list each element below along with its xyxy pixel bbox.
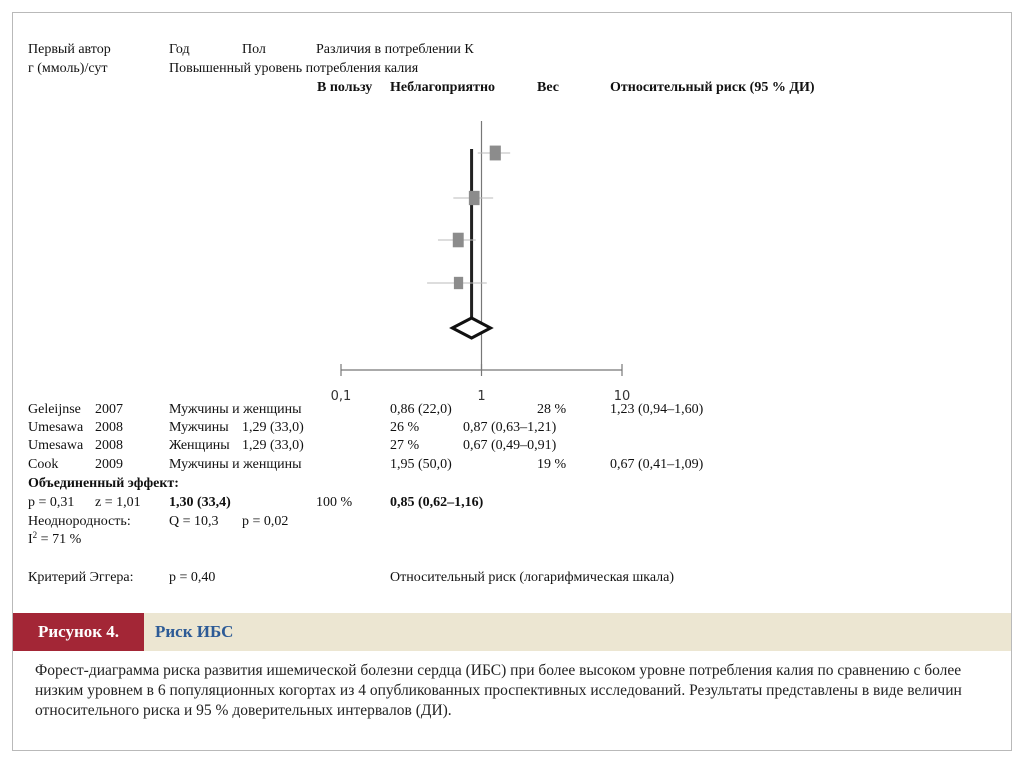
- header-sex: Пол: [242, 42, 266, 57]
- row4-sex: Мужчины и женщины: [169, 457, 302, 472]
- header-favors: В пользу: [317, 80, 373, 95]
- x-tick-label: 10: [613, 389, 631, 404]
- row3-year: 2008: [95, 438, 123, 453]
- heterogeneity-p: p = 0,02: [242, 514, 289, 529]
- figure-label: Рисунок 4.: [13, 613, 144, 651]
- row4-author: Cook: [28, 457, 59, 472]
- row4-diff: 1,95 (50,0): [390, 457, 452, 472]
- summary-rr: 0,85 (0,62–1,16): [390, 495, 484, 510]
- egger-p: p = 0,40: [169, 570, 216, 585]
- row3-author: Umesawa: [28, 438, 84, 453]
- header-units: г (ммоль)/сут: [28, 61, 108, 76]
- row2-rr: 0,87 (0,63–1,21): [463, 420, 557, 435]
- i2-letter: I: [28, 532, 33, 547]
- row2-author: Umesawa: [28, 420, 84, 435]
- header-high: Повышенный уровень потребления калия: [169, 61, 419, 76]
- row3-rr: 0,67 (0,49–0,91): [463, 438, 557, 453]
- study-marker: [469, 191, 480, 205]
- summary-diff: 1,30 (33,4): [169, 495, 231, 510]
- header-weight: Вес: [537, 80, 559, 95]
- i2-value: = 71 %: [40, 532, 82, 547]
- row2-year: 2008: [95, 420, 123, 435]
- row2-diff: 1,29 (33,0): [242, 420, 304, 435]
- header-year: Год: [169, 42, 190, 57]
- header-unfavorable: Неблагоприятно: [390, 80, 496, 95]
- study-marker: [454, 277, 463, 289]
- row4-year: 2009: [95, 457, 123, 472]
- summary-p: p = 0,31: [28, 495, 75, 510]
- header-rr: Относительный риск (95 % ДИ): [610, 80, 815, 95]
- header-author: Первый автор: [28, 42, 111, 57]
- scale-note: Относительный риск (логарифмическая шкала): [390, 570, 675, 585]
- heterogeneity-q: Q = 10,3: [169, 514, 219, 529]
- summary-title: Объединенный эффект:: [28, 476, 179, 491]
- row2-sex: Мужчины: [169, 420, 229, 435]
- figure-title: Риск ИБС: [155, 622, 234, 641]
- row1-diff: 0,86 (22,0): [390, 402, 452, 417]
- row1-weight: 28 %: [537, 402, 567, 417]
- row1-rr: 1,23 (0,94–1,60): [610, 402, 704, 417]
- study-marker: [490, 146, 501, 161]
- row1-author: Geleijnse: [28, 402, 81, 417]
- row4-weight: 19 %: [537, 457, 567, 472]
- study-marker: [453, 233, 464, 248]
- row1-year: 2007: [95, 402, 123, 417]
- i2-sup: 2: [32, 530, 38, 540]
- x-tick-label: 0,1: [330, 389, 352, 404]
- heterogeneity-label: Неоднородность:: [28, 514, 131, 529]
- summary-weight: 100 %: [316, 495, 353, 510]
- row1-sex: Мужчины и женщины: [169, 402, 302, 417]
- x-tick-label: 1: [477, 389, 486, 404]
- pooled-diamond: [452, 318, 490, 338]
- row2-weight: 26 %: [390, 420, 420, 435]
- figure-title-bar: [13, 613, 1011, 651]
- header-diff: Различия в потреблении К: [316, 42, 474, 57]
- egger-label: Критерий Эггера:: [28, 570, 134, 585]
- row4-rr: 0,67 (0,41–1,09): [610, 457, 704, 472]
- figure-frame: [12, 12, 1012, 751]
- row3-sex: Женщины: [169, 438, 230, 453]
- figure-caption: Форест-диаграмма риска развития ишемической болезни сердца (ИБС) при более высоком уровне потребления калия по сравнению с более низким уровнем в 6 популяционных когортах из 4 опубликованных проспективных исследований. Результаты представлены в виде величин относительного риска и 95 % доверительных интервалов (ДИ).: [35, 662, 962, 719]
- i2-line: [28, 531, 81, 548]
- forest-plot: [313, 113, 673, 413]
- row3-weight: 27 %: [390, 438, 420, 453]
- row3-diff: 1,29 (33,0): [242, 438, 304, 453]
- summary-z: z = 1,01: [95, 495, 141, 510]
